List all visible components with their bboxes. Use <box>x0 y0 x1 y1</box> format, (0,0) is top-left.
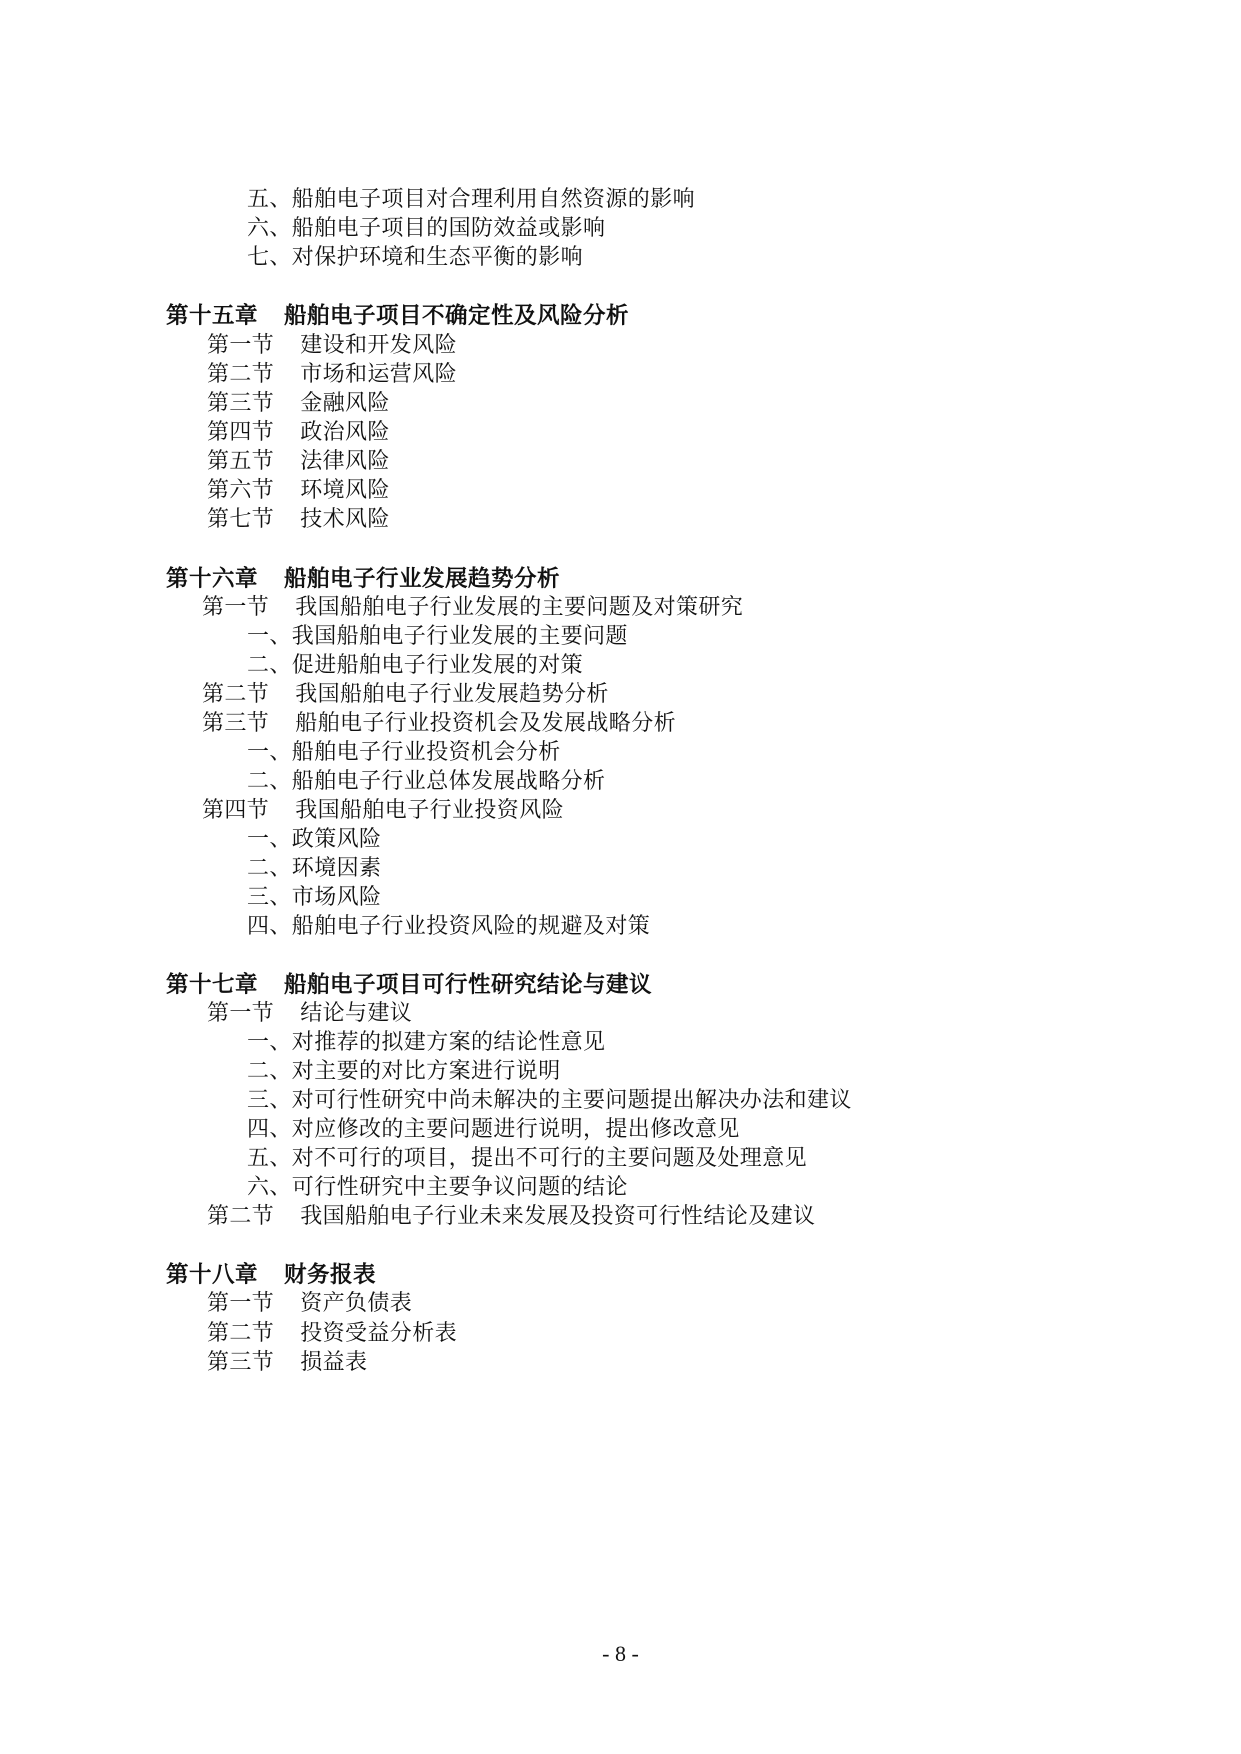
section-label: 第三节 <box>202 711 270 736</box>
section-label: 第六节 <box>207 478 275 503</box>
section-entry <box>202 797 564 825</box>
subitem-entry: 三、市场风险 <box>247 885 382 910</box>
section-label: 第一节 <box>207 1291 275 1316</box>
section-label: 第一节 <box>202 595 270 620</box>
section-title: 技术风险 <box>300 507 390 532</box>
section-entry <box>202 681 609 709</box>
page-number: - 8 - <box>602 1641 639 1666</box>
section-title: 我国船舶电子行业发展的主要问题及对策研究 <box>295 595 744 620</box>
subitem-entry: 五、船舶电子项目对合理利用自然资源的影响 <box>247 187 696 212</box>
subitem-entry: 四、船舶电子行业投资风险的规避及对策 <box>247 914 651 939</box>
section-title: 结论与建议 <box>300 1001 413 1026</box>
section-entry <box>207 448 390 476</box>
section-label: 第四节 <box>202 798 270 823</box>
subitem-entry: 二、环境因素 <box>247 856 382 881</box>
section-label: 第二节 <box>207 1321 275 1346</box>
section-label: 第七节 <box>207 507 275 532</box>
section-entry <box>207 1290 412 1318</box>
subitem-entry: 七、对保护环境和生态平衡的影响 <box>247 245 584 270</box>
subitem-entry: 二、对主要的对比方案进行说明 <box>247 1059 561 1084</box>
section-entry <box>207 361 457 389</box>
section-entry <box>207 1320 457 1348</box>
section-label: 第三节 <box>207 1350 275 1375</box>
section-title: 市场和运营风险 <box>300 362 458 387</box>
subitem-entry: 四、对应修改的主要问题进行说明，提出修改意见 <box>247 1117 740 1142</box>
section-label: 第二节 <box>207 1204 275 1229</box>
section-entry <box>207 1000 412 1028</box>
section-label: 第二节 <box>207 362 275 387</box>
section-entry <box>207 419 390 447</box>
chapter-label: 第十六章 <box>166 566 259 592</box>
subitem-entry: 二、促进船舶电子行业发展的对策 <box>247 653 584 678</box>
section-entry <box>207 1349 367 1377</box>
chapter-title: 船舶电子项目可行性研究结论与建议 <box>284 972 653 998</box>
chapter-heading <box>166 565 560 593</box>
section-label: 第一节 <box>207 333 275 358</box>
subitem-entry: 一、对推荐的拟建方案的结论性意见 <box>247 1030 606 1055</box>
section-entry <box>207 506 390 534</box>
section-label: 第一节 <box>207 1001 275 1026</box>
chapter-label: 第十八章 <box>166 1262 259 1288</box>
section-entry <box>207 390 390 418</box>
section-label: 第三节 <box>207 391 275 416</box>
section-title: 投资受益分析表 <box>300 1321 458 1346</box>
section-title: 资产负债表 <box>300 1291 413 1316</box>
subitem-entry: 二、船舶电子行业总体发展战略分析 <box>247 769 606 794</box>
subitem-entry: 一、船舶电子行业投资机会分析 <box>247 740 561 765</box>
section-entry <box>207 1203 815 1231</box>
section-title: 建设和开发风险 <box>300 333 458 358</box>
section-title: 我国船舶电子行业未来发展及投资可行性结论及建议 <box>300 1204 816 1229</box>
subitem-entry: 六、可行性研究中主要争议问题的结论 <box>247 1175 628 1200</box>
section-label: 第五节 <box>207 449 275 474</box>
subitem-entry: 一、我国船舶电子行业发展的主要问题 <box>247 624 628 649</box>
section-entry <box>202 710 676 738</box>
subitem-entry: 一、政策风险 <box>247 827 382 852</box>
subitem-entry: 三、对可行性研究中尚未解决的主要问题提出解决办法和建议 <box>247 1088 852 1113</box>
chapter-heading <box>166 302 629 330</box>
section-entry <box>202 594 743 622</box>
section-title: 船舶电子行业投资机会及发展战略分析 <box>295 711 677 736</box>
chapter-label: 第十七章 <box>166 972 259 998</box>
chapter-title: 船舶电子行业发展趋势分析 <box>284 566 561 592</box>
section-entry <box>207 332 457 360</box>
section-entry <box>207 477 390 505</box>
chapter-label: 第十五章 <box>166 303 259 329</box>
section-label: 第四节 <box>207 420 275 445</box>
section-title: 我国船舶电子行业投资风险 <box>295 798 565 823</box>
chapter-heading <box>166 971 652 999</box>
subitem-entry: 五、对不可行的项目，提出不可行的主要问题及处理意见 <box>247 1146 808 1171</box>
chapter-title: 船舶电子项目不确定性及风险分析 <box>284 303 630 329</box>
section-title: 法律风险 <box>300 449 390 474</box>
section-title: 我国船舶电子行业发展趋势分析 <box>295 682 609 707</box>
section-title: 金融风险 <box>300 391 390 416</box>
section-title: 环境风险 <box>300 478 390 503</box>
section-title: 政治风险 <box>300 420 390 445</box>
subitem-entry: 六、船舶电子项目的国防效益或影响 <box>247 216 606 241</box>
section-label: 第二节 <box>202 682 270 707</box>
chapter-heading <box>166 1261 376 1289</box>
chapter-title: 财务报表 <box>284 1262 377 1288</box>
section-title: 损益表 <box>300 1350 368 1375</box>
